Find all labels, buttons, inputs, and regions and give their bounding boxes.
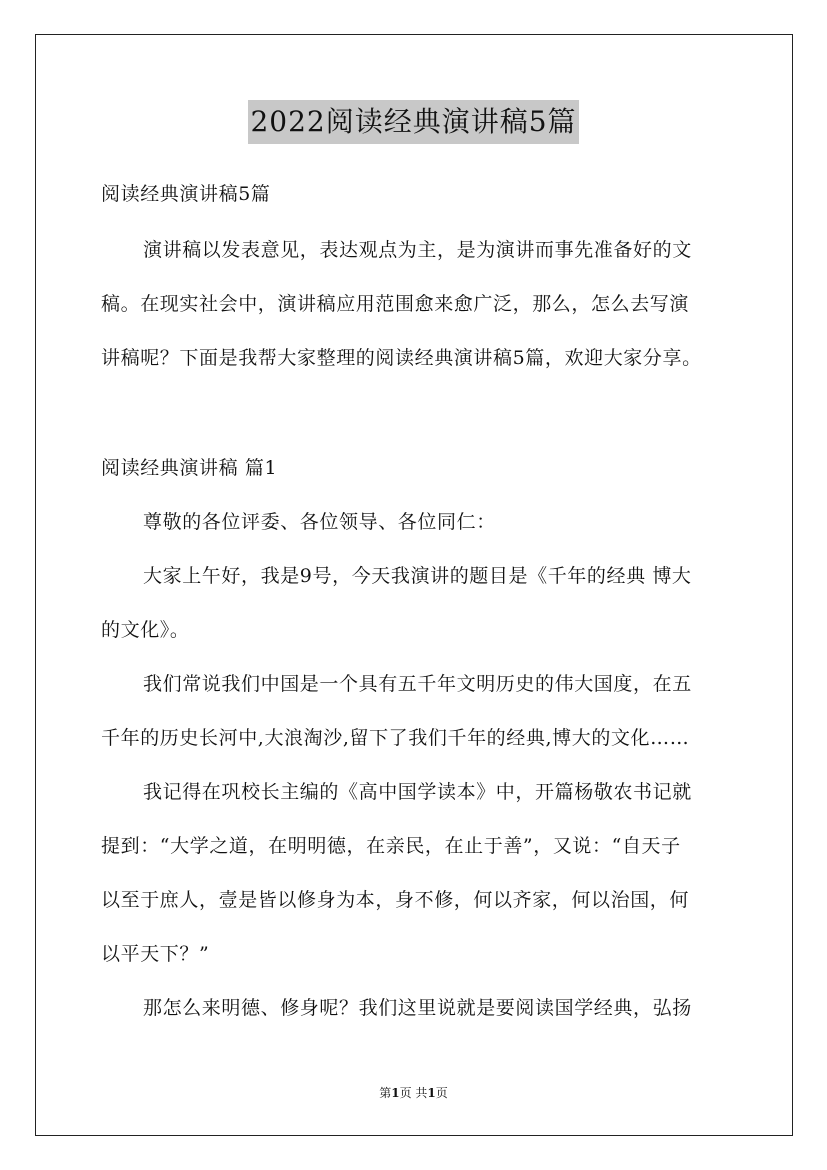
body-line-1: 尊敬的各位评委、各位领导、各位同仁：: [143, 511, 496, 533]
body-line-6: 我记得在巩校长主编的《高中国学读本》中，开篇杨敬农书记就: [143, 781, 692, 803]
title-container: [0, 100, 827, 144]
intro-line-2: 稿。在现实社会中，演讲稿应用范围愈来愈广泛，那么，怎么去写演: [101, 293, 690, 315]
footer-page-prefix: 第: [379, 1086, 392, 1100]
section-heading: 阅读经典演讲稿 篇1: [101, 457, 278, 479]
footer-page-current: 1: [391, 1086, 400, 1100]
body-line-10: 那怎么来明德、修身呢？我们这里说就是要阅读国学经典，弘扬: [143, 997, 692, 1019]
body-line-5: 千年的历史长河中,大浪淘沙,留下了我们千年的经典,博大的文化……: [101, 727, 690, 749]
body-line-9: 以平天下？”: [101, 943, 210, 965]
footer-page-suffix: 页: [435, 1086, 448, 1100]
document-title: 2022阅读经典演讲稿5篇: [248, 100, 578, 144]
intro-line-1: 演讲稿以发表意见，表达观点为主，是为演讲而事先准备好的文: [143, 239, 692, 261]
page-footer: [0, 1085, 827, 1101]
body-line-2: 大家上午好，我是9号，今天我演讲的题目是《千年的经典 博大: [143, 565, 692, 587]
body-line-8: 以至于庶人，壹是皆以修身为本，身不修，何以齐家，何以治国，何: [101, 889, 690, 911]
footer-page-total: 1: [427, 1086, 436, 1100]
body-line-4: 我们常说我们中国是一个具有五千年文明历史的伟大国度，在五: [143, 673, 692, 695]
document-subtitle: 阅读经典演讲稿5篇: [101, 183, 271, 205]
body-line-7: 提到：“大学之道，在明明德，在亲民，在止于善”，又说：“自天子: [101, 835, 681, 857]
intro-line-3: 讲稿呢？下面是我帮大家整理的阅读经典演讲稿5篇，欢迎大家分享。: [101, 347, 702, 369]
footer-page-mid: 页 共: [399, 1086, 428, 1100]
body-line-3: 的文化》。: [101, 619, 190, 641]
